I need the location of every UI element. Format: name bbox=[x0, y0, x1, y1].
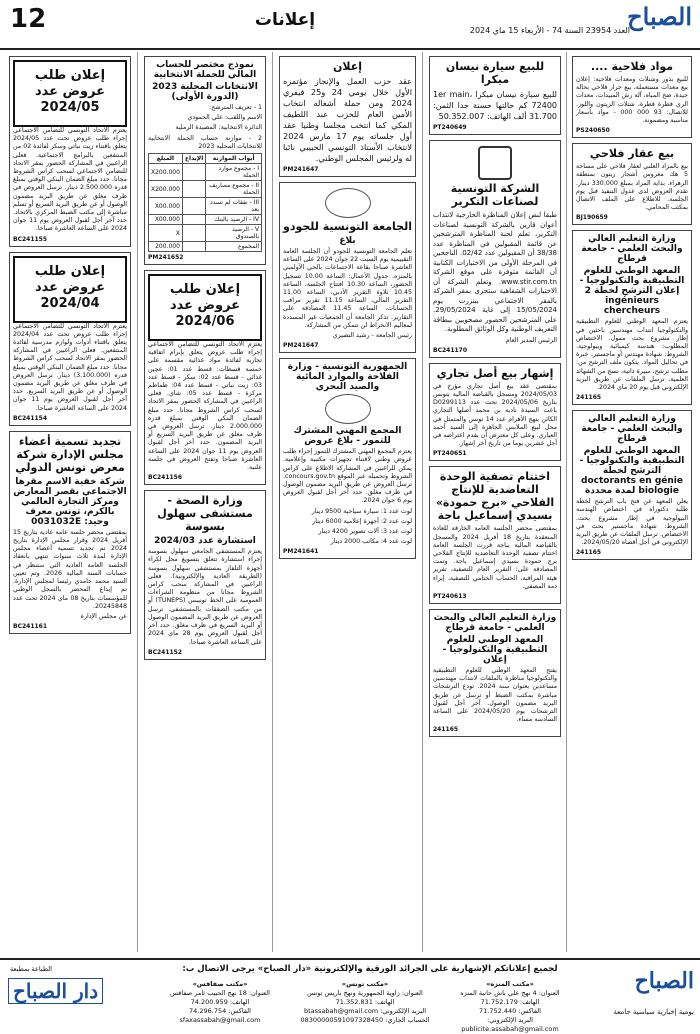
ad-refinery bbox=[429, 140, 561, 358]
ad-code: PM241647 bbox=[283, 342, 319, 350]
office-menzah bbox=[440, 980, 580, 1034]
ad-code: PM241647 bbox=[283, 166, 319, 173]
column-3 bbox=[275, 54, 420, 954]
ad-body: بيع بالمزاد العلني لعقار فلاحي على مساحة 5 هك مغروس أشجار زيتون بمنطقة الزهراء. بداية المزاد بمبلغ 330.000 دينار. تقدم العروض لدى عدول التنفيذ قبل يوم الجلسة. للاطلاع على الملف الاتصال بمكتب المحامي. bbox=[576, 163, 688, 212]
ad-code: PT240613 bbox=[433, 592, 467, 600]
ad-body: للبيع سيارة نيسان ميكرا 1er main، 72400 كم حالتها حسنة جدا الثمن: 31.700 ألف الهاتف: 50.352.007 bbox=[433, 90, 557, 121]
ad-title: إشهار بيع أصل تجاري bbox=[436, 366, 554, 380]
table-cell: I - مجموع موارد الحملة bbox=[206, 164, 262, 181]
ad-title-box bbox=[13, 60, 127, 127]
ad-signature: رئيس الجامعة - رشيد النصيري bbox=[332, 332, 412, 340]
table-cell: III - نفقات لم تسدد بعد bbox=[206, 198, 262, 215]
ad-tender-06 bbox=[144, 270, 266, 485]
office-tunis bbox=[295, 980, 435, 1025]
ad-code: 241165 bbox=[576, 549, 602, 557]
office-address: العنوان: 18 نهج الحبيب ثامر صفاقس bbox=[170, 989, 270, 997]
ad-subtitle: المعهد الوطني للعلوم التطبيقية والتكنولوجيا - إعلان الترشح لخطة 2 ingénieurs chercheurs bbox=[579, 266, 685, 317]
table-row bbox=[149, 181, 262, 198]
ad-hospital-consultation bbox=[144, 490, 266, 659]
table-header-row bbox=[149, 154, 262, 164]
ad-code: BC241156 bbox=[148, 474, 183, 482]
table-row bbox=[149, 164, 262, 181]
table-cell bbox=[182, 164, 205, 181]
stir-logo-icon bbox=[478, 146, 512, 180]
ad-code: BC241152 bbox=[148, 648, 183, 656]
table-cell: X00.000 bbox=[149, 198, 183, 215]
table-cell bbox=[182, 242, 205, 252]
ad-code: 241165 bbox=[576, 394, 602, 402]
office-address: العنوان: زاوية الجمهورية ونهج باريس تونس bbox=[307, 989, 423, 997]
ad-research-engineers bbox=[572, 230, 692, 405]
ad-cooperative-liquidation bbox=[429, 466, 561, 604]
table-cell: IV - الرصيد بالبنك bbox=[206, 215, 262, 225]
ad-dates-group bbox=[279, 358, 416, 559]
ad-title: نموذج مختصر للحساب المالي للحملة الانتخابية bbox=[153, 60, 257, 80]
ad-body: يعلن المعهد عن فتح باب الترشح لخطة طلبة دكتوراه في اختصاص الهندسة البيولوجية في إطار مشروع بحث. الشروط: شهادة ماجستير بحث في الاختصاص. ترسل الملفات عن طريق البريد الإلكتروني في أجل أقصاه 2024/05/20. bbox=[576, 498, 688, 547]
ad-code: 241165 bbox=[433, 726, 459, 734]
ad-subtitle: المعهد الوطني للعلوم التطبيقية والتكنولوجيا - إعلان bbox=[442, 634, 548, 665]
table-cell bbox=[182, 198, 205, 215]
office-phone: الهاتف: 71.352.831 bbox=[335, 998, 395, 1006]
budget-line: 2 - موازنة حساب الحملة الانتخابية للانتخابات المحلية 2023 bbox=[148, 134, 262, 150]
issue-line: العدد 23954 السنة 74 - الأربعاء 15 ماي 2024 bbox=[469, 26, 630, 35]
ad-code: PT240651 bbox=[433, 450, 467, 458]
ad-title: تجديد تسمية أعضاء مجلس الإدارة شركة معرض تونس الدولي bbox=[15, 434, 125, 474]
ad-code: PM241652 bbox=[148, 254, 184, 262]
ad-agricultural-goods bbox=[572, 56, 692, 138]
ad-car-sale bbox=[429, 56, 561, 135]
ad-subtitle: شركة خفية الاسم مقرها الاجتماعي بقصر المعارض ومركز التجارة العالمي بالكرم، تونس معرف وحيد: 0031032E bbox=[13, 476, 127, 527]
ad-title: إعلان طلب عروض عدد 2024/05 bbox=[34, 68, 106, 115]
footer-contact-line: لجميع إعلاناتكم الإشهارية على الجرائد الورقية والإلكترونية «دار الصباح» يرجى الاتصال ب: bbox=[182, 964, 558, 974]
office-name: «مكتب صفاقس» bbox=[192, 980, 248, 988]
table-cell: X00.000 bbox=[149, 215, 183, 225]
ad-body: يعتزم المعهد الوطني للعلوم التطبيقية والتكنولوجيا انتداب مهندسين باحثين في إطار مشروع بحث ممول. الاختصاص المطلوب: هندسة كيميائية وبيولوجية. الشروط: شهادة مهندس أو ماجستير، خبرة في تحاليل المواد. يتكون ملف الترشح من: مطلب ترشح، سيرة ذاتية، نسخ من الشهائد العلمية. ترسل الملفات عن طريق البريد الإلكتروني قبل يوم 20 ماي 2024. bbox=[576, 318, 688, 392]
budget-table bbox=[148, 153, 262, 252]
office-phone: الهاتف: 74.200.959 bbox=[190, 998, 250, 1006]
office-name: «مكتب المنزه» bbox=[486, 980, 534, 988]
table-row bbox=[149, 225, 262, 242]
page-footer bbox=[0, 958, 700, 1033]
ad-campaign-budget bbox=[144, 56, 266, 265]
ad-signature: الرئيس المدير العام bbox=[505, 336, 557, 344]
ad-title: الجمهورية التونسية - وزارة الفلاحة والموارد المائية والصيد البحري bbox=[287, 362, 408, 393]
ad-body: للبيع بذور وشتلات ومعدات فلاحية: إعلان بيع معدات مستعملة، بيع جرار فلاحي بحالة جيدة، ضخ المياه، آلة رش المبيدات، معدات الري قطرة قطرة، شتلات الزيتون واللوز. للاتصال: 93 000 000 - مواد بأسعار مناسبة ومضمونة. bbox=[576, 76, 688, 125]
ad-body: بمقتضى محضر جلسة عامة عادية بتاريخ 15 أفريل 2024 وقرار مجلس الإدارة بتاريخ 2024 تم تجديد تسمية أعضاء مجلس الإدارة لمدة ثلاث سنوات تنتهي بانعقاد الجلسة العامة العادية التي ستنظر في حسابات السنة المالية 2026. وتم تعيين السيد محمد حامدي رئيسا لمجلس الإدارة. تم إيداع المحضر بالسجل الوطني للمؤسسات بتاريخ 08 ماي 2024 تحت عدد 20245848. bbox=[13, 528, 128, 610]
table-cell bbox=[182, 181, 205, 198]
table-cell bbox=[182, 225, 205, 242]
ad-title: مواد فلاحية .... bbox=[590, 60, 674, 73]
ad-title: اختتام تصفية الوحدة التعاضدية للإنتاج الفلاحي «برج حمودة» بسيدي إسماعيل باجة bbox=[435, 470, 555, 523]
ad-code: PS240650 bbox=[576, 127, 610, 135]
column-divider bbox=[422, 52, 423, 952]
ad-title: إعلان طلب عروض عدد 2024/06 bbox=[169, 282, 241, 330]
dates-group-logo-icon bbox=[325, 394, 371, 424]
budget-line: الدائرة الانتخابية: المصيدة الرملية bbox=[175, 124, 262, 132]
table-header: الإيداع bbox=[182, 154, 205, 164]
ad-title: وزارة التعليم العالي والبحث العلمي - جامعة قرطاج bbox=[581, 414, 683, 445]
ad-board-renewal bbox=[9, 431, 131, 634]
ad-body: بمقتضى محضر الجلسة العامة الخارقة للعادة المنعقدة بتاريخ 18 أفريل 2024 والمسجل بالقباضة المالية بباجة قررت الجلسة العامة اختتام تصفية الوحدة التعاضدية للإنتاج الفلاحي برج حمودة بسيدي إسماعيل باجة. وتمت المصادقة على: التقرير العام للتصفية، تقرير هيئة المراقبة، الحساب الختامي للتصفية، إبراء ذمة المصفي. bbox=[433, 525, 557, 590]
ad-insat-recruitment bbox=[429, 609, 561, 737]
footer-logo: الصباح bbox=[634, 968, 694, 994]
office-email: البريد الإلكتروني: btassabah@gmail.com bbox=[303, 1007, 427, 1015]
ad-title: وزارة الصحة - مستشفى سهلول بسوسة bbox=[157, 494, 253, 534]
budget-line: 1 - تعريف المترشح: bbox=[209, 104, 262, 111]
office-phone: الهاتف: 71.752.179 bbox=[480, 998, 540, 1006]
column-4 bbox=[425, 54, 565, 954]
ad-body: يعتزم الاتحاد التونسي للتضامن الاجتماعي إجراء طلب عروض تحت عدد 2024/05 يتعلق باقتناء زيت نباتي وسكر لفائدة 02 من المنتفعين بالبرامج الاجتماعية. فعلى الراغبين في المشاركة الحضور بمقر الاتحاد للتضامن الاجتماعي لسحب كراس الشروط مجانا. حدد مبلغ الضمان البنكي الوقتي بمبلغ قدره 2.500.000 دينار. ترسل العروض في ظرف مغلق عن طريق البريد مضمون الوصول أو عن طريق البريد السريع أو تسلم مباشرة إلى مكتب الضبط المركزي بالاتحاد. حدد آخر أجل لقبول العروض يوم 11 جوان 2024 على الساعة العاشرة صباحا. bbox=[13, 127, 128, 233]
column-5 bbox=[568, 54, 696, 954]
table-cell: 200.000 bbox=[149, 242, 183, 252]
column-2 bbox=[140, 54, 270, 954]
judo-federation-logo-icon bbox=[325, 188, 371, 218]
table-header: أبواب الموازنة bbox=[206, 154, 262, 164]
ad-code: BC241154 bbox=[13, 414, 48, 422]
dar-assabah-logo: دار الصباح bbox=[8, 978, 103, 1004]
ad-code: PM241641 bbox=[283, 548, 319, 556]
ad-title: للبيع سيارة نيسان ميكرا bbox=[445, 60, 545, 86]
ad-title: إعلان طلب عروض عدد 2024/04 bbox=[34, 263, 106, 311]
ad-body: يعتزم المجمع المهني المشترك للتمور إجراء طلب عروض وطني لاقتناء تجهيزات مكتبية وإعلامية. يمكن للراغبين في المشاركة الاطلاع على كراس الشروط وتحميله عبر الموقع concours.gov.tn. ترسل العروض عن طريق البريد مضمون الوصول في ظرف مغلق. حدد آخر أجل لقبول العروض يوم 6 جوان 2024. bbox=[283, 448, 412, 505]
table-cell: II - مجموع مصاريف الحملة bbox=[206, 181, 262, 198]
ad-title: الجامعة التونسية للجودو bbox=[282, 220, 412, 233]
ad-subtitle: المجمع المهني المشترك للتمور - بلاغ عروض bbox=[293, 426, 402, 447]
list-item: لوت عدد 2: أجهزة إعلامية 6000 دينار bbox=[312, 517, 412, 525]
list-item: لوت عدد 3: آلات تصوير 4200 دينار bbox=[318, 528, 412, 536]
ad-title: الشركة التونسية لصناعات التكرير bbox=[450, 182, 540, 208]
table-cell bbox=[182, 215, 205, 225]
office-fax: الفاكس: 71.752.440 bbox=[479, 1007, 541, 1015]
ad-title: إعلان bbox=[332, 60, 363, 73]
office-name: «مكتب تونس» bbox=[341, 980, 389, 988]
ad-title: وزارة التعليم العالي والبحث العلمي - جامعة قرطاج bbox=[433, 612, 557, 633]
ad-title-box bbox=[13, 256, 127, 323]
table-cell: المجموع bbox=[206, 242, 262, 252]
budget-line: الاسم واللقب: علي الحمودي bbox=[187, 114, 262, 122]
ad-tender-05 bbox=[9, 56, 131, 247]
office-address: العنوان: 4 نهج علي باش حانبة المنزه bbox=[460, 989, 560, 997]
table-cell: X200.000 bbox=[149, 164, 183, 181]
list-item: لوت عدد 4: مكاتب 2000 دينار bbox=[330, 538, 412, 546]
column-1 bbox=[5, 54, 135, 954]
table-row bbox=[149, 242, 262, 252]
page-header bbox=[0, 0, 700, 50]
ad-body: يعتزم المستشفى الجامعي سهلول بسوسة إجراء استشارة تتعلق بتسويغ محل لكراء أجهزة التلفاز بمستشفى سهلول بسوسة (الطريقة العادية والإلكترونية). فعلى الراغبين في المشاركة سحب كراس الشروط مجانا من منظومة الشراءات العمومية على الخط تونيبس (TUNEPS) أو من مكتب الصفقات بالمستشفى. ترسل العروض عن طريق البريد المضمون الوصول أو البريد السريع في ظرف مغلق. حدد آخر أجل لقبول العروض يوم 28 ماي 2024 على الساعة العاشرة صباحا. bbox=[148, 548, 263, 646]
table-row bbox=[149, 215, 262, 225]
table-header: المبلغ bbox=[149, 154, 183, 164]
office-email: البريد الإلكتروني: publicite.assabah@gmail.com bbox=[461, 1016, 559, 1033]
ad-judo-federation bbox=[279, 182, 416, 353]
ad-code: BC241170 bbox=[433, 346, 468, 354]
ad-subtitle: المعهد الوطني للعلوم التطبيقية والتكنولوجيا - الترشح لخطة doctorants en génie biologie لمدة محددة bbox=[579, 446, 685, 497]
ad-code: BC241155 bbox=[13, 235, 48, 243]
table-cell: X bbox=[149, 225, 183, 242]
ad-title: وزارة التعليم العالي والبحث العلمي - جامعة قرطاج bbox=[581, 234, 683, 265]
ad-subtitle: استشارة عدد 2024/03 bbox=[154, 536, 256, 547]
office-sfax bbox=[150, 980, 290, 1025]
ad-body: بمقتضى عقد بيع أصل تجاري مؤرخ في 2024/05/03 ومسجل بالقباضة المالية بتونس بتاريخ 2024/05/06 تحت عدد D0299113 باعت السيدة نادية بن محمد أصلها التجاري الكائن بنهج الأهرام عدد 14 تونس والمتمثل في محل لبيع الملابس الجاهزة إلى السيد أحمد العياري. وعلى كل معترض أن يقدم اعتراضه في أجل عشرين يوما من تاريخ آخر إشهار. bbox=[433, 382, 558, 448]
ad-title: بيع عقار فلاحي bbox=[589, 147, 675, 161]
ad-body: يعتزم الاتحاد التونسي للتضامن الاجتماعي إجراء طلب عروض تحت عدد 2024/04 يتعلق باقتناء أدوات ولوازم مدرسية لفائدة المنتفعين. فعلى الراغبين في المشاركة الحضور بمقر الاتحاد لسحب كراس الشروط مجانا. حدد مبلغ الضمان البنكي الوقتي بمبلغ قدره (3.100.000) دينار. ترسل العروض في ظرف مغلق عن طريق البريد مضمون الوصول أو عن طريق البريد السريع. حدد آخر أجل لقبول العروض يوم 11 جوان 2024 على الساعة العاشرة صباحا. bbox=[13, 322, 127, 412]
table-row bbox=[149, 198, 262, 215]
ad-code: BJ190659 bbox=[576, 214, 608, 222]
column-divider bbox=[137, 52, 138, 952]
ad-party-announcement bbox=[279, 56, 416, 177]
ad-body: يفتح المعهد الوطني للعلوم التطبيقية والتكنولوجيا مناظرة بالملفات لانتداب مهندسين مساعدين بعنوان سنة 2024. تودع الترشحات مباشرة بمكتب الضبط أو ترسل عن طريق البريد مضمون الوصول. آخر أجل لقبول الترشحات يوم 2024/05/20 على الساعة السادسة مساء. bbox=[433, 666, 557, 724]
ad-code: BC241161 bbox=[13, 623, 48, 631]
ad-signature: عن مجلس الإدارة bbox=[80, 612, 127, 620]
ad-body: عقد حزب العمل والإنجاز مؤتمره الأول خلال يومي 24 و25 فيفري 2024 ومن جملة أشغاله انتخاب الأمين العام للحزب عبد اللطيف المكي كما انتخب مجلسا وطنيا عقد أول جلساته يوم 17 مارس 2024 لانتخاب الأستاذ التونسي الحبيبي نائبا له ولرئيس المجلس الوطني. bbox=[283, 76, 412, 163]
printer-label: الطباعة بمطبعة bbox=[10, 965, 52, 973]
ad-land-sale bbox=[572, 143, 692, 225]
ad-tender-04 bbox=[9, 252, 131, 426]
footer-tagline: يومية إخبارية سياسية جامعة bbox=[613, 1008, 694, 1016]
office-email: sfaxassabah@gmail.com bbox=[179, 1016, 261, 1024]
table-cell: X200.000 bbox=[149, 181, 183, 198]
list-item: لوت عدد 1: سيارة سياحية 9500 دينار bbox=[311, 507, 412, 515]
ad-subtitle: الانتخابات المحلية 2023 (الدورة الأولى) bbox=[152, 82, 258, 102]
ad-body: تعلم الجامعة التونسية للجودو أن الجلسة العامة التقييمية يوم السبت 22 جوان 2024 على الساعة العاشرة صباحا بقاعة الاجتماعات بالحي الأولمبي بالمنزه. جدول الأعمال: الساعة 10.00 تسجيل الحضور، الساعة 10.30 افتتاح الجلسة، الساعة 10.45 تلاوة التقرير الأدبي، الساعة 11.00 التقرير المالي، الساعة 11.15 تقرير مراقب الحسابات، الساعة 11.45 المصادقة على التقارير. تذكر الجامعة أن الجمعيات غير المسددة لمعاليم الانخراط لن تتمكن من المشاركة. bbox=[283, 248, 412, 329]
ad-body: يعتزم الاتحاد التونسي للتضامن الاجتماعي إجراء طلب عروض يتعلق بإبرام اتفاقية تجارية لفائدة مواد غذائية مقسمة على خمسة قسطات: قسط عدد 01: عجين غذائي - قسط عدد 02: سكر - قسط عدد 03: زيت نباتي - قسط عدد 04: طماطم مركزة - قسط عدد 05: شاي. فعلى الراغبين في المشاركة الحضور بمقر الاتحاد لسحب كراس الشروط مجانا. حدد مبلغ الضمان البنكي الوقتي بمبلغ قدره 2.000.000 دينار. ترسل العروض في ظرف مغلق عن طريق البريد السريع أو البريد المضمون. حدد آخر أجل لقبول العروض يوم 11 جوان 2024 على الساعة العاشرة صباحا وتفتح العروض في جلسة علنية. bbox=[148, 341, 263, 472]
ad-doctorants bbox=[572, 410, 692, 560]
section-title: إعلانات bbox=[254, 10, 316, 30]
ad-body: طبقا لنص إعلان المناظرة الخارجية لانتداب أعوان قارين بالشركة التونسية لصناعات التكرير، تعلم لجنة المناظرة المترشحين عن قائمة المقبولين في المناظرة عدد 38/38 أن المقبولين عدد 02/42. الناجحين في المرحلة الأولى من الاختبارات الكتابية أن القائمة متوفرة على موقع الشركة www.stir.com.tn. وتعلم الشركة أن الاختبارات الشفاهية ستجرى بمقر الشركة بالمقر الاجتماعي ببنزرت يوم 15/05/2024 إلى غاية 29/05/2024. على المترشحين الحضور مصحوبين ببطاقة التعريف الوطنية وكل الوثائق المطلوبة. bbox=[433, 211, 558, 333]
office-account: الحساب الجاري: 08300000591097328450 bbox=[300, 1016, 430, 1024]
column-divider bbox=[566, 52, 567, 952]
ad-subtitle: بلاغ bbox=[339, 236, 356, 246]
newspaper-logo: الصباح bbox=[627, 2, 692, 31]
table-cell: V - الرصيد بالصندوق bbox=[206, 225, 262, 242]
office-fax: الفاكس: 74.296.754 bbox=[189, 1007, 251, 1015]
ad-title-box bbox=[148, 274, 262, 341]
ad-code: PT240649 bbox=[433, 124, 467, 131]
ad-business-sale bbox=[429, 363, 561, 462]
column-divider bbox=[272, 52, 273, 952]
page-number: 12 bbox=[10, 4, 47, 34]
